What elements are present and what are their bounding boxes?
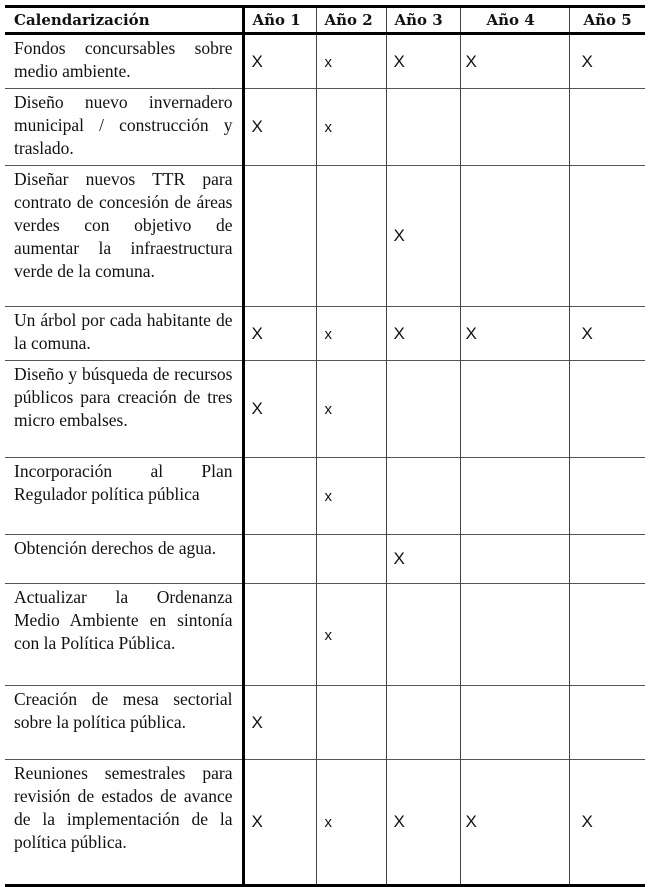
year-4-cell — [460, 166, 569, 307]
year-5-cell — [569, 361, 645, 458]
schedule-mark: X — [251, 812, 263, 831]
year-2-cell — [316, 307, 386, 361]
header-year-5: Año 5 — [569, 7, 645, 34]
task-cell: Creación de mesa sectorial sobre la política pública. — [5, 686, 243, 760]
year-3-cell — [386, 760, 460, 886]
year-4-cell — [460, 89, 569, 166]
schedule-mark: X — [393, 549, 405, 568]
schedule-mark: X — [251, 399, 263, 418]
year-4-cell — [460, 361, 569, 458]
year-5-cell — [569, 34, 645, 89]
year-1-cell — [243, 166, 316, 307]
year-2-cell — [316, 535, 386, 584]
year-3-cell — [386, 686, 460, 760]
schedule-mark: x — [324, 814, 332, 831]
schedule-mark: X — [465, 51, 477, 71]
task-cell: Diseño y búsqueda de recursos públicos para creación de tres micro embalses. — [5, 361, 243, 458]
schedule-mark: X — [393, 323, 405, 343]
year-5-cell — [569, 89, 645, 166]
schedule-mark: x — [324, 325, 332, 343]
year-5-cell — [569, 535, 645, 584]
year-1-cell — [243, 307, 316, 361]
year-3-cell — [386, 584, 460, 686]
year-4-cell — [460, 34, 569, 89]
year-4-cell — [460, 686, 569, 760]
schedule-mark: X — [251, 117, 263, 136]
schedule-mark: X — [251, 323, 263, 343]
task-cell: Reuniones semestrales para revisión de estados de avance de la implementación de la política pública. — [5, 760, 243, 886]
year-1-cell — [243, 686, 316, 760]
year-3-cell — [386, 34, 460, 89]
calendar-table — [5, 5, 645, 887]
year-2-cell — [316, 166, 386, 307]
header-year-4: Año 4 — [460, 7, 569, 34]
header-year-1: Año 1 — [243, 7, 316, 34]
year-5-cell — [569, 760, 645, 886]
table-row — [5, 458, 645, 535]
year-4-cell — [460, 584, 569, 686]
year-5-cell — [569, 686, 645, 760]
task-cell: Actualizar la Ordenanza Medio Ambiente en sintonía con la Política Pública. — [5, 584, 243, 686]
year-5-cell — [569, 584, 645, 686]
schedule-mark: x — [324, 626, 332, 644]
year-4-cell — [460, 760, 569, 886]
schedule-mark: X — [251, 712, 263, 732]
header-year-2: Año 2 — [316, 7, 386, 34]
year-3-cell — [386, 166, 460, 307]
year-1-cell — [243, 34, 316, 89]
year-4-cell — [460, 458, 569, 535]
task-cell: Incorporación al Plan Regulador política pública — [5, 458, 243, 535]
year-5-cell — [569, 458, 645, 535]
schedule-mark: x — [324, 488, 332, 505]
table-row — [5, 307, 645, 361]
header-row — [5, 7, 645, 34]
table-row — [5, 89, 645, 166]
year-4-cell — [460, 535, 569, 584]
schedule-mark: X — [251, 51, 263, 71]
year-1-cell — [243, 535, 316, 584]
year-5-cell — [569, 166, 645, 307]
year-3-cell — [386, 361, 460, 458]
table-row — [5, 166, 645, 307]
schedule-mark: X — [465, 812, 477, 831]
year-5-cell — [569, 307, 645, 361]
schedule-mark: X — [581, 323, 593, 343]
year-1-cell — [243, 361, 316, 458]
year-3-cell — [386, 458, 460, 535]
table-row — [5, 361, 645, 458]
task-cell: Obtención derechos de agua. — [5, 535, 243, 584]
year-4-cell — [460, 307, 569, 361]
year-3-cell — [386, 89, 460, 166]
table-row — [5, 686, 645, 760]
year-2-cell — [316, 686, 386, 760]
year-3-cell — [386, 307, 460, 361]
header-year-3: Año 3 — [386, 7, 460, 34]
year-1-cell — [243, 584, 316, 686]
header-task: Calendarización — [5, 7, 243, 34]
year-2-cell — [316, 361, 386, 458]
year-2-cell — [316, 760, 386, 886]
table-row — [5, 535, 645, 584]
task-cell: Un árbol por cada habitante de la comuna. — [5, 307, 243, 361]
year-1-cell — [243, 760, 316, 886]
task-cell: Fondos concursables sobre medio ambiente. — [5, 34, 243, 89]
year-2-cell — [316, 89, 386, 166]
schedule-mark: X — [393, 51, 405, 71]
schedule-mark: X — [581, 51, 593, 71]
schedule-mark: X — [393, 812, 405, 831]
table-row — [5, 34, 645, 89]
year-2-cell — [316, 458, 386, 535]
year-1-cell — [243, 89, 316, 166]
schedule-mark: X — [393, 226, 405, 245]
schedule-mark: X — [465, 323, 477, 343]
task-cell: Diseñar nuevos TTR para contrato de concesión de áreas verdes con objetivo de aumentar la infraestructura verde de la comuna. — [5, 166, 243, 307]
schedule-mark: X — [581, 812, 593, 831]
table-row — [5, 584, 645, 686]
year-2-cell — [316, 34, 386, 89]
year-3-cell — [386, 535, 460, 584]
year-2-cell — [316, 584, 386, 686]
schedule-mark: x — [324, 53, 332, 71]
year-1-cell — [243, 458, 316, 535]
schedule-mark: x — [324, 119, 332, 136]
task-cell: Diseño nuevo invernadero municipal / construcción y traslado. — [5, 89, 243, 166]
table-row — [5, 760, 645, 886]
schedule-mark: x — [324, 401, 332, 418]
